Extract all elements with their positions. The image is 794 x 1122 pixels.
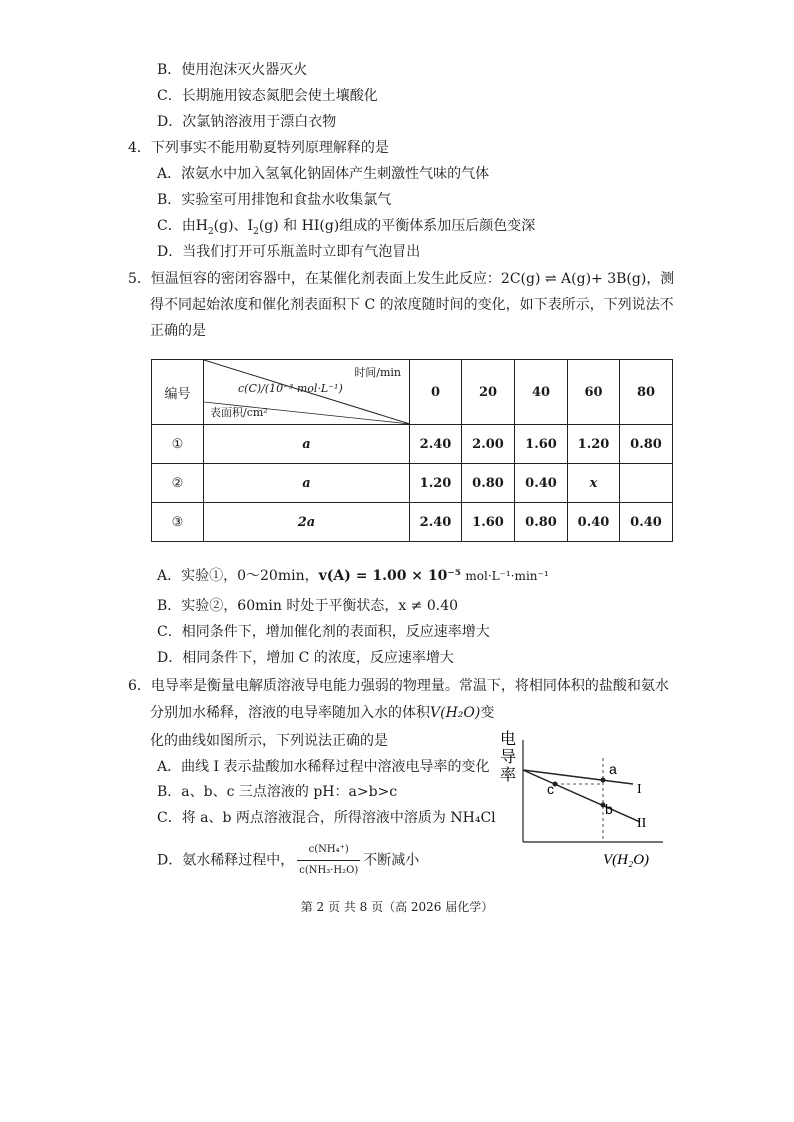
q5-option-d: D．相同条件下，增加 C 的浓度，反应速率增大 bbox=[157, 650, 454, 666]
q6-option-d-prefix: D．氨水稀释过程中， bbox=[157, 852, 295, 869]
row-value: 2.40 bbox=[410, 503, 462, 542]
q5-option-a-prefix: A．实验①，0～20min， bbox=[157, 568, 319, 584]
q6-stem-variable: V(H₂O) bbox=[430, 705, 481, 721]
q5-stem-line2: 得不同起始浓度和催化剂表面积下 C 的浓度随时间的变化，如下表所示，下列说法不 bbox=[150, 297, 674, 313]
q4-option-b: B．实验室可用排饱和食盐水收集氯气 bbox=[157, 192, 392, 208]
row-area: a bbox=[204, 425, 410, 464]
q5-reaction: 2C(g) ⇌ A(g)+ 3B(g) bbox=[500, 271, 647, 287]
q3-option-d: D．次氯钠溶液用于漂白衣物 bbox=[157, 114, 337, 130]
row-area: 2a bbox=[204, 503, 410, 542]
q5-option-b: B．实验②，60min 时处于平衡状态，x ≠ 0.40 bbox=[157, 598, 459, 614]
row-id: ① bbox=[152, 425, 204, 464]
conductivity-graph bbox=[495, 722, 675, 872]
row-value: 0.80 bbox=[620, 425, 673, 464]
header-concentration-label: c(C)/(10⁻³ mol·L⁻¹) bbox=[238, 382, 343, 395]
row-value: x bbox=[568, 464, 620, 503]
q6-option-a: A．曲线 I 表示盐酸加水稀释过程中溶液电导率的变化 bbox=[157, 759, 490, 775]
row-value: 1.60 bbox=[462, 503, 515, 542]
row-value: 0.40 bbox=[620, 503, 673, 542]
row-value: 0.40 bbox=[568, 503, 620, 542]
table-header-row bbox=[152, 360, 673, 425]
time-header: 20 bbox=[462, 360, 515, 425]
header-area-label: 表面积/cm² bbox=[210, 406, 268, 419]
q4-stem: 4．下列事实不能用勒夏特列原理解释的是 bbox=[128, 140, 389, 156]
q6-option-b: B．a、b、c 三点溶液的 pH：a>b>c bbox=[157, 784, 398, 800]
q5-stem-line1 bbox=[128, 269, 674, 289]
time-header: 40 bbox=[515, 360, 568, 425]
diagonal-header-cell bbox=[204, 360, 410, 425]
time-header: 60 bbox=[568, 360, 620, 425]
row-value: 1.20 bbox=[410, 464, 462, 503]
row-value: 1.60 bbox=[515, 425, 568, 464]
fraction-denominator: c(NH₃·H₂O) bbox=[299, 865, 359, 876]
q5-stem-suffix: ，测 bbox=[646, 271, 675, 287]
q5-option-c: C．相同条件下，增加催化剂的表面积，反应速率增大 bbox=[157, 624, 490, 640]
ratio-fraction bbox=[297, 840, 360, 881]
fraction-numerator: c(NH₄⁺) bbox=[297, 840, 360, 861]
q3-option-c: C．长期施用铵态氮肥会使土壤酸化 bbox=[157, 88, 378, 104]
row-value: 2.00 bbox=[462, 425, 515, 464]
point-a-label: a bbox=[609, 761, 617, 777]
row-value: 0.80 bbox=[462, 464, 515, 503]
q6-option-d-suffix: 不断减小 bbox=[363, 852, 420, 869]
page-footer: 第 2 页 共 8 页（高 2026 届化学） bbox=[300, 900, 494, 914]
y-axis-label-char: 导 bbox=[500, 749, 517, 766]
point-c-label: c bbox=[547, 781, 554, 797]
q5-stem-line3: 正确的是 bbox=[150, 323, 206, 339]
q4-option-c: C．由$H_2(g)$、$I_2(g)$ 和 HI(g)组成的平衡体系加压后颜色变深 bbox=[157, 218, 536, 237]
id-column-header: 编号 bbox=[152, 360, 204, 425]
row-value: 1.20 bbox=[568, 425, 620, 464]
q5-option-a bbox=[157, 566, 549, 586]
row-area: a bbox=[204, 464, 410, 503]
q6-stem-prefix: 分别加水稀释，溶液的电导率随加入水的体积 bbox=[150, 705, 430, 721]
row-value: 2.40 bbox=[410, 425, 462, 464]
table-row bbox=[152, 464, 673, 503]
curve-1-label: I bbox=[637, 782, 642, 797]
point-a-marker bbox=[601, 778, 606, 783]
table-row bbox=[152, 425, 673, 464]
time-header: 80 bbox=[620, 360, 673, 425]
y-axis-label-char: 电 bbox=[500, 731, 517, 748]
q5-stem-prefix: 5．恒温恒容的密闭容器中，在某催化剂表面上发生此反应： bbox=[128, 271, 501, 287]
row-value: 0.40 bbox=[515, 464, 568, 503]
q5-option-a-unit: mol·L⁻¹·min⁻¹ bbox=[465, 569, 549, 583]
x-axis-label: V(H₂O) bbox=[603, 852, 650, 868]
y-axis-label-char: 率 bbox=[500, 767, 517, 784]
row-value: 0.80 bbox=[515, 503, 568, 542]
q6-stem-suffix: 变 bbox=[480, 705, 495, 721]
q4-option-c-suffix: 组成的平衡体系加压后颜色变深 bbox=[339, 218, 536, 234]
q3-option-b: B．使用泡沫灭火器灭火 bbox=[157, 62, 308, 78]
row-id: ③ bbox=[152, 503, 204, 542]
q6-option-d bbox=[157, 840, 419, 881]
q4-option-c-prefix: C．由 bbox=[157, 218, 196, 234]
row-value bbox=[620, 464, 673, 503]
row-id: ② bbox=[152, 464, 204, 503]
q4-option-d: D．当我们打开可乐瓶盖时立即有气泡冒出 bbox=[157, 244, 421, 260]
time-header: 0 bbox=[410, 360, 462, 425]
q6-option-c: C．将 a、b 两点溶液混合，所得溶液中溶质为 NH₄Cl bbox=[157, 810, 496, 826]
point-b-label: b bbox=[605, 801, 613, 817]
q5-data-table bbox=[151, 359, 673, 542]
curve-2-label: II bbox=[637, 816, 647, 831]
header-time-label: 时间/min bbox=[354, 366, 401, 379]
q6-stem-line1: 6．电导率是衡量电解质溶液导电能力强弱的物理量。常温下，将相同体积的盐酸和氨水 bbox=[128, 678, 669, 694]
table-row bbox=[152, 503, 673, 542]
q6-stem-line3: 化的曲线如图所示，下列说法正确的是 bbox=[150, 733, 388, 749]
q6-stem-line2 bbox=[150, 703, 494, 723]
q4-option-a: A．浓氨水中加入氢氧化钠固体产生刺激性气味的气体 bbox=[157, 166, 490, 182]
q5-option-a-rate: v(A) = 1.00 × 10⁻⁵ bbox=[318, 568, 461, 584]
